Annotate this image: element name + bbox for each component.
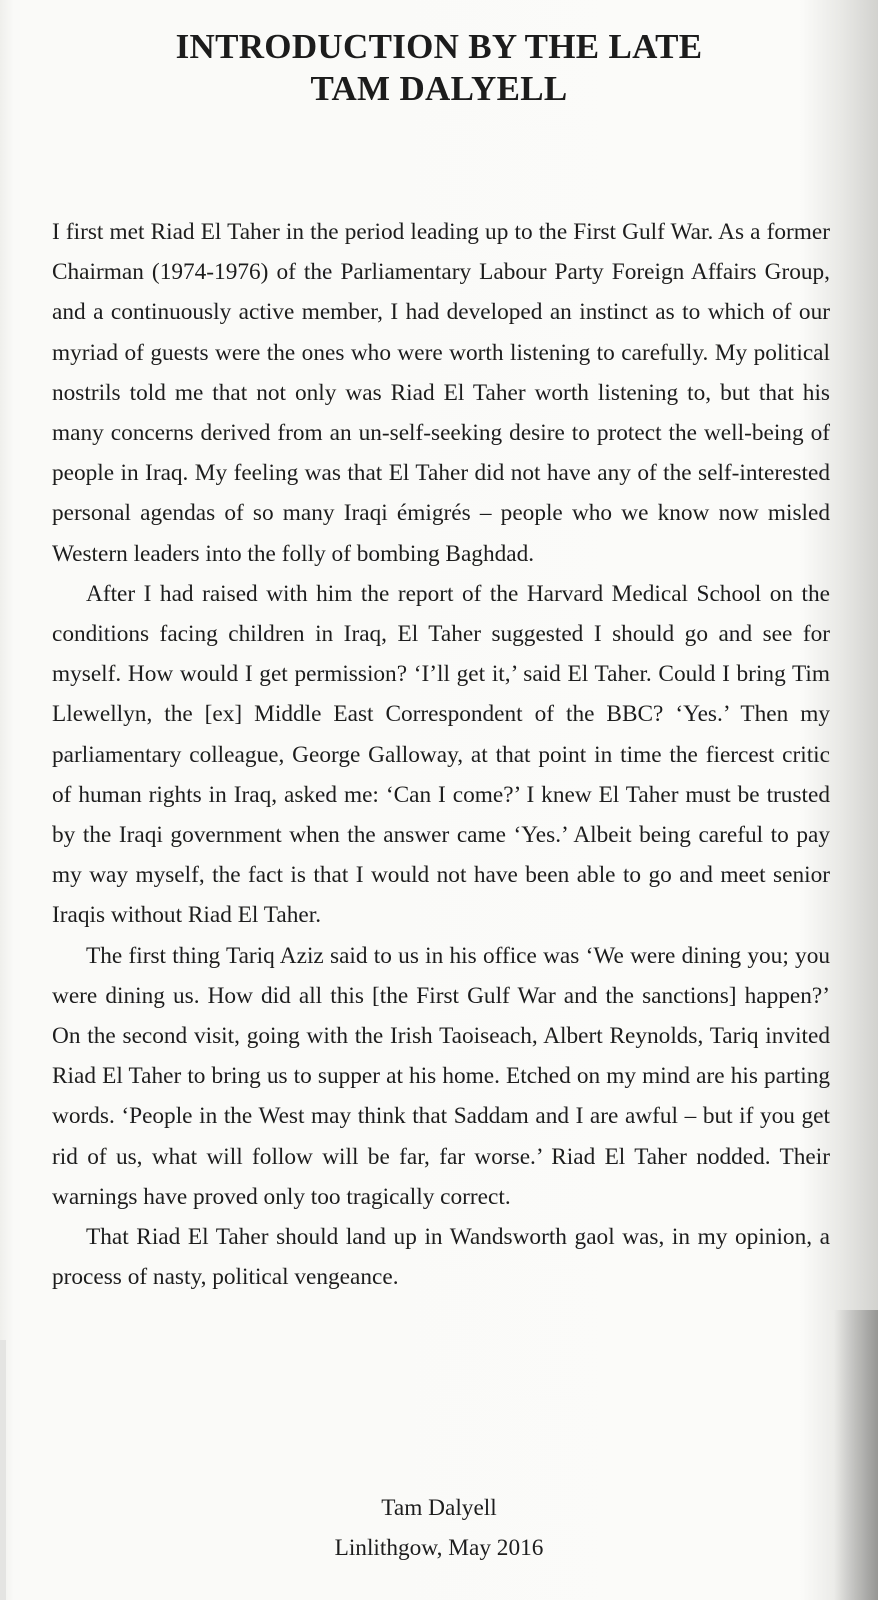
heading-line-2: TAM DALYELL	[310, 69, 568, 108]
paragraph-4: That Riad El Taher should land up in Wandsworth gaol was, in my opinion, a process of nasty, political vengeance.	[52, 1224, 830, 1291]
signoff	[0, 1488, 878, 1568]
signoff-name: Tam Dalyell	[381, 1495, 497, 1521]
body-text	[52, 212, 830, 1297]
heading-line-1: INTRODUCTION BY THE LATE	[175, 27, 703, 66]
paragraph-3: The first thing Tariq Aziz said to us in his office was ‘We were dining you; you were dining us. How did all this [the First Gulf War and the sanctions] happen?’ On the second visit, going with the Irish Taoiseach, Albert Reynolds, Tariq invited Riad El Taher to bring us to supper at his home. Etched on my mind are his parting words. ‘People in the West may think that Saddam and I are awful – but if you get rid of us, what will follow will be far, far worse.’ Riad El Taher nodded. Their warnings have proved only too tragically correct.	[52, 942, 830, 1210]
chapter-heading	[0, 26, 878, 110]
paragraph-1: I first met Riad El Taher in the period leading up to the First Gulf War. As a former Chairman (1974-1976) of the Parliamentary Labour Party Foreign Affairs Group, and a continuously active member, I had developed an instinct as to which of our myriad of guests were the ones who were worth listening to carefully. My political nostrils told me that not only was Riad El Taher worth listening to, but that his many concerns derived from an un-self-seeking desire to protect the well-being of people in Iraq. My feeling was that El Taher did not have any of the self-interested personal agendas of so many Iraqi émigrés – people who we know now misled Western leaders into the folly of bombing Baghdad.	[52, 219, 830, 567]
paragraph-2: After I had raised with him the report of the Harvard Medical School on the conditions facing children in Iraq, El Taher suggested I should go and see for myself. How would I get permission? ‘I’ll get it,’ said El Taher. Could I bring Tim Llewellyn, the [ex] Middle East Correspondent of the BBC? ‘Yes.’ Then my parliamentary colleague, George Galloway, at that point in time the fiercest critic of human rights in Iraq, asked me: ‘Can I come?’ I knew El Taher must be trusted by the Iraqi government when the answer came ‘Yes.’ Albeit being careful to pay my way myself, the fact is that I would not have been able to go and meet senior Iraqis without Riad El Taher.	[52, 580, 830, 929]
signoff-place-date: Linlithgow, May 2016	[334, 1535, 544, 1561]
